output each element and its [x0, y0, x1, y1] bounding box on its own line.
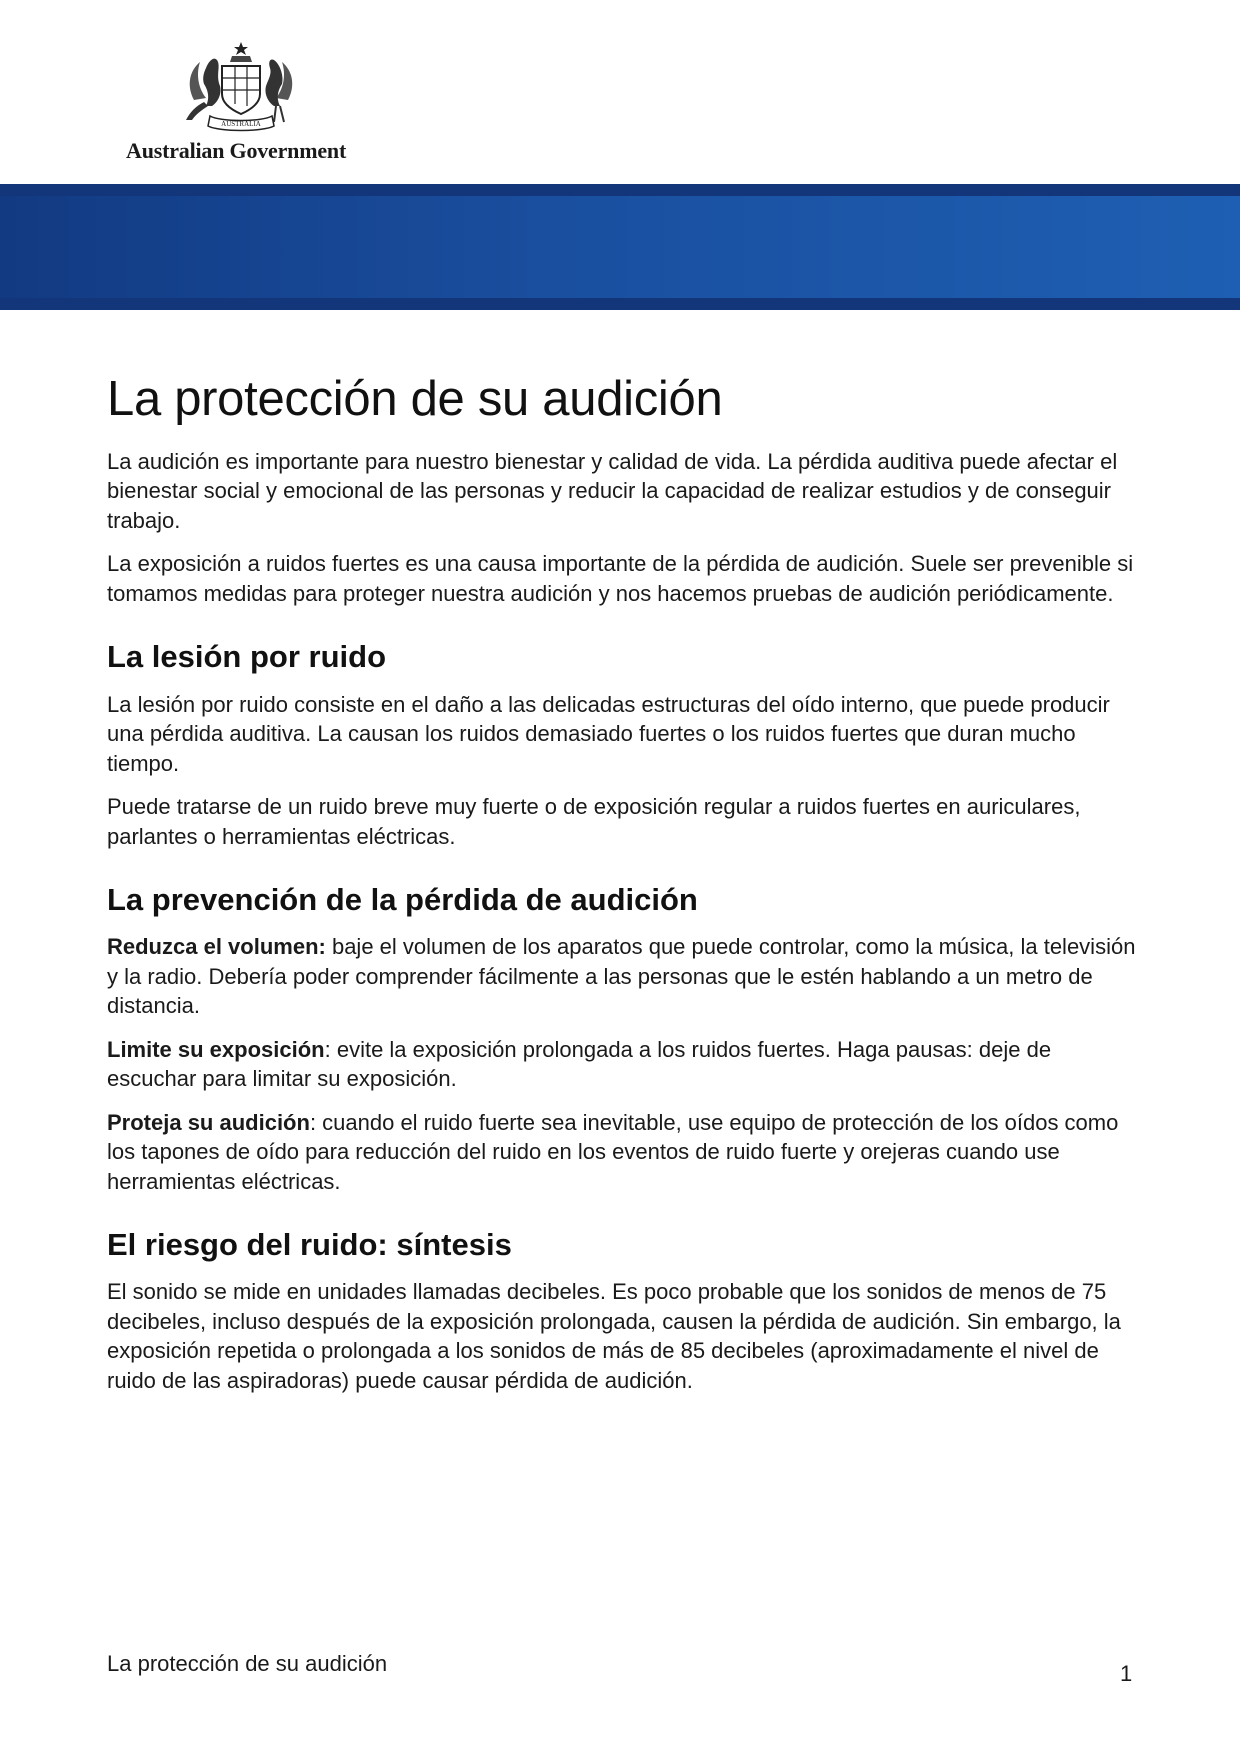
prevention-item-exposure — [107, 1035, 1137, 1094]
government-name: Australian Government — [126, 138, 347, 163]
footer-title: La protección de su audición — [107, 1651, 388, 1676]
intro-paragraph-1: La audición es importante para nuestro bienestar y calidad de vida. La pérdida auditiva puede afectar el bienestar social y emocional de las personas y reducir la capacidad de realizar estudios y de conseguir trabajo. — [107, 448, 1118, 533]
header-banner — [0, 184, 1240, 310]
prevention-text-protect: : cuando el ruido fuerte sea inevitable, use equipo de protección de los oídos como los tapones de oído para reducción del ruido en los eventos de ruido fuerte y orejeras cuando use herramientas eléctricas. — [107, 1109, 1119, 1194]
prevention-item-volume — [107, 932, 1137, 1021]
coat-of-arms-icon — [176, 40, 306, 135]
prevention-label-volume: Reduzca el volumen: — [107, 934, 326, 960]
prevention-label-protect: Proteja su audición — [107, 1109, 310, 1135]
noise-injury-paragraph-1: La lesión por ruido consiste en el daño a las delicadas estructuras del oído interno, que puede producir una pérdida auditiva. La causan los ruidos demasiado fuertes o los ruidos fuertes que duran mucho tiempo. — [107, 691, 1110, 776]
prevention-item-protect — [107, 1108, 1137, 1197]
prevention-label-exposure: Limite su exposición — [107, 1036, 325, 1062]
page-header — [0, 0, 1240, 185]
document-title: La protección de su audición — [107, 372, 723, 426]
noise-risk-paragraph-1: El sonido se mide en unidades llamadas decibeles. Es poco probable que los sonidos de menos de 75 decibeles, incluso después de la exposición prolongada, causen la pérdida de audición. Sin embargo, la exposición repetida o prolongada a los sonidos de más de 85 decibeles (aproximadamente el nivel de ruido de las aspiradoras) puede causar pérdida de audición. — [107, 1279, 1121, 1393]
banner-stripe-bottom — [0, 298, 1240, 310]
prevention-text-exposure: : evite la exposición prolongada a los ruidos fuertes. Haga pausas: deje de escuchar para limitar su exposición. — [107, 1036, 1052, 1092]
svg-text:AUSTRALIA: AUSTRALIA — [221, 120, 261, 128]
banner-stripe-top — [0, 184, 1240, 196]
document-body — [107, 372, 1137, 1409]
noise-injury-paragraph-2: Puede tratarse de un ruido breve muy fuerte o de exposición regular a ruidos fuertes en auriculares, parlantes o herramientas eléctricas. — [107, 794, 1081, 849]
section-heading-prevention: La prevención de la pérdida de audición — [107, 882, 698, 918]
section-heading-noise-risk: El riesgo del ruido: síntesis — [107, 1227, 512, 1263]
intro-paragraph-2: La exposición a ruidos fuertes es una causa importante de la pérdida de audición. Suele ser prevenible si tomamos medidas para proteger nuestra audición y nos hacemos pruebas de audición periódicamente. — [107, 551, 1134, 606]
prevention-text-volume: baje el volumen de los aparatos que puede controlar, como la música, la televisión y la radio. Debería poder comprender fácilmente a las personas que le estén hablando a un metro de distancia. — [107, 934, 1136, 1019]
page-number: 1 — [1120, 1661, 1133, 1686]
section-heading-noise-injury: La lesión por ruido — [107, 639, 387, 675]
